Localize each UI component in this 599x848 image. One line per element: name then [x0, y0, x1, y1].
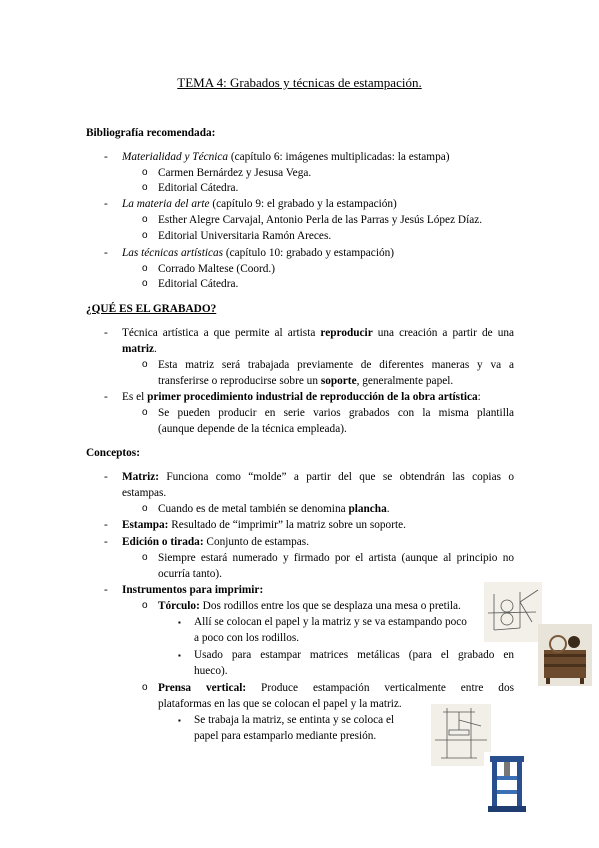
paragraph-line: matriz.: [122, 343, 157, 355]
square-bullet: ▪: [178, 618, 181, 627]
book-entry: La materia del arte (capítulo 9: el grabado y la estampación): [122, 198, 397, 210]
book-title: Materialidad y Técnica: [122, 151, 229, 163]
torculo-photo-image: [538, 624, 592, 686]
paragraph-line: Usado para estampar matrices metálicas (para el grabado en: [194, 649, 514, 661]
section-heading-what: ¿QUÉ ES EL GRABADO?: [86, 303, 217, 315]
book-author: Carmen Bernárdez y Jesusa Vega.: [158, 167, 312, 179]
concept-estampa: Estampa: Resultado de “imprimir” la matriz sobre un soporte.: [122, 519, 406, 531]
circle-bullet: o: [142, 230, 148, 241]
dash-bullet: -: [104, 198, 108, 210]
paragraph-line: Allí se colocan el papel y la matriz y se va estampando poco: [194, 616, 467, 628]
circle-bullet: o: [142, 182, 148, 193]
dash-bullet: -: [104, 247, 108, 259]
paragraph-line: Cuando es de metal también se denomina plancha.: [158, 503, 390, 515]
section-heading-concepts: Conceptos:: [86, 447, 140, 459]
circle-bullet: o: [142, 600, 148, 611]
book-publisher: Editorial Universitaria Ramón Areces.: [158, 230, 332, 242]
paragraph-line: a poco con los rodillos.: [194, 632, 300, 644]
paragraph-line: (aunque depende de la técnica empleada).: [158, 423, 347, 435]
torculo-definition: Tórculo: Dos rodillos entre los que se desplaza una mesa o pretila.: [158, 600, 461, 612]
book-publisher: Editorial Cátedra.: [158, 182, 239, 194]
paragraph-line: transferirse o reproducirse sobre un soporte, generalmente papel.: [158, 375, 454, 387]
bibliography-heading: Bibliografía recomendada:: [86, 127, 216, 139]
paragraph-line: Esta matriz será trabajada previamente de diferentes maneras y va a: [158, 359, 514, 371]
circle-bullet: o: [142, 278, 148, 289]
paragraph-line: papel para estamparlo mediante presión.: [194, 730, 377, 742]
circle-bullet: o: [142, 359, 148, 370]
dash-bullet: -: [104, 327, 108, 339]
paragraph-line: plataformas en las que se colocan el papel y la matriz.: [158, 698, 402, 710]
concept-instrumentos: Instrumentos para imprimir:: [122, 584, 264, 596]
circle-bullet: o: [142, 214, 148, 225]
square-bullet: ▪: [178, 651, 181, 660]
circle-bullet: o: [142, 503, 148, 514]
page-title: TEMA 4: Grabados y técnicas de estampación.: [177, 75, 422, 90]
dash-bullet: -: [104, 471, 108, 483]
prensa-photo-image: [484, 752, 530, 814]
book-entry: Las técnicas artísticas (capítulo 10: grabado y estampación): [122, 247, 395, 259]
circle-bullet: o: [142, 407, 148, 418]
paragraph-line: estampas.: [122, 487, 167, 499]
square-bullet: ▪: [178, 716, 181, 725]
paragraph-line: ocurría tanto).: [158, 568, 222, 580]
paragraph-line: hueco).: [194, 665, 228, 677]
torculo-engraving-image: [484, 582, 542, 642]
dash-bullet: -: [104, 536, 108, 548]
paragraph-line: Técnica artística a que permite al artista reproducir una creación a partir de una: [122, 327, 515, 339]
circle-bullet: o: [142, 682, 148, 693]
paragraph-line: Se trabaja la matriz, se entinta y se coloca el: [194, 714, 395, 726]
dash-bullet: -: [104, 391, 108, 403]
paragraph-line: Siempre estará numerado y firmado por el artista (aunque al principio no: [158, 552, 514, 564]
prensa-engraving-image: [431, 704, 491, 766]
dash-bullet: -: [104, 151, 108, 163]
concept-edicion: Edición o tirada: Conjunto de estampas.: [122, 536, 310, 548]
paragraph-line: Es el primer procedimiento industrial de reproducción de la obra artística:: [122, 391, 481, 403]
prensa-definition: Prensa vertical: Produce estampación verticalmente entre dos: [158, 682, 514, 694]
book-title: La materia del arte: [122, 198, 210, 210]
circle-bullet: o: [142, 263, 148, 274]
book-publisher: Editorial Cátedra.: [158, 278, 239, 290]
book-title: Las técnicas artísticas: [122, 247, 224, 259]
book-author: Esther Alegre Carvajal, Antonio Perla de las Parras y Jesús López Díaz.: [158, 214, 483, 226]
paragraph-line: Se pueden producir en serie varios grabados con la misma plantilla: [158, 407, 514, 419]
book-entry: Materialidad y Técnica (capítulo 6: imágenes multiplicadas: la estampa): [122, 151, 450, 163]
dash-bullet: -: [104, 519, 108, 531]
circle-bullet: o: [142, 167, 148, 178]
concept-matriz: Matriz: Funciona como “molde” a partir del que se obtendrán las copias o: [122, 471, 514, 483]
book-author: Corrado Maltese (Coord.): [158, 263, 276, 275]
dash-bullet: -: [104, 584, 108, 596]
circle-bullet: o: [142, 552, 148, 563]
